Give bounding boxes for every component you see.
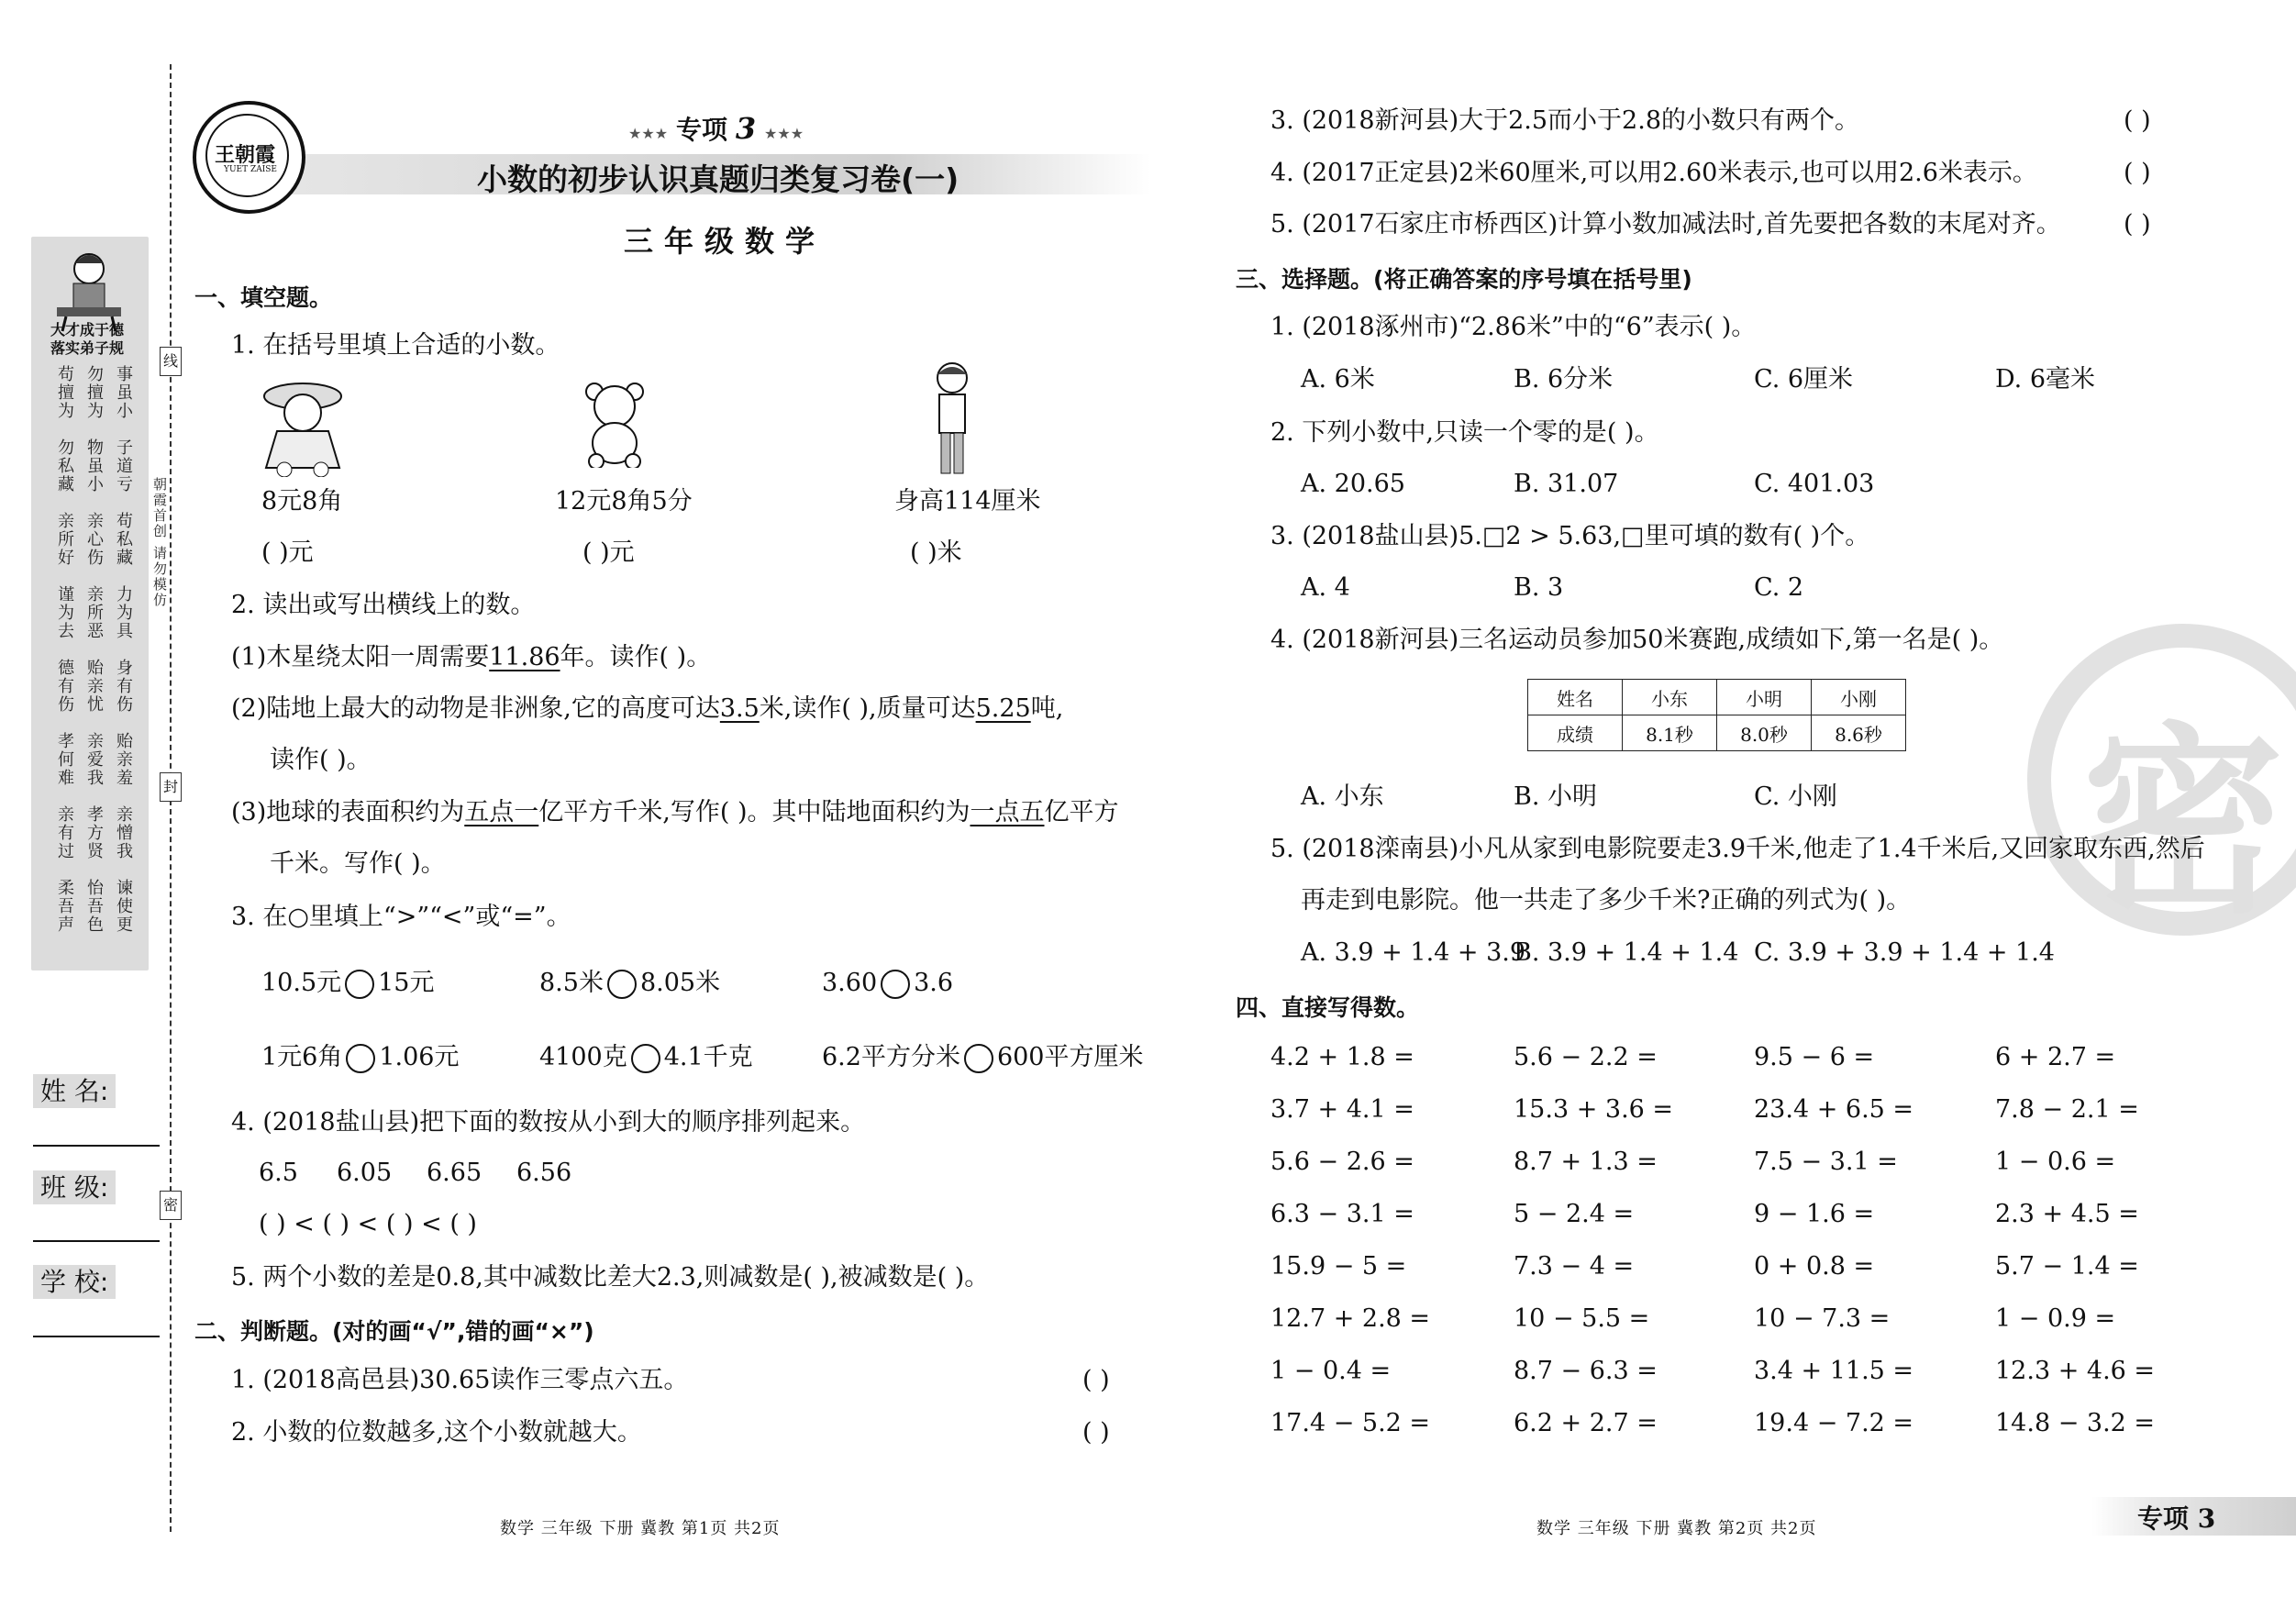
judge-item: 5. (2017石家庄市桥西区)计算小数加减法时,首先要把各数的末尾对齐。: [1270, 210, 2061, 238]
calc-item[interactable]: 12.7 + 2.8 =: [1270, 1304, 1431, 1333]
table-row: [1528, 680, 1906, 715]
calc-item[interactable]: 5 − 2.4 =: [1514, 1200, 1635, 1228]
calc-item[interactable]: 23.4 + 6.5 =: [1754, 1095, 1914, 1124]
table-cell: 8.0秒: [1717, 715, 1812, 751]
table-cell: 姓名: [1528, 680, 1623, 715]
compare-item: 3.60 3.6: [822, 969, 954, 997]
sidebar-poem: [48, 365, 139, 952]
poem-column: 贻亲羞: [114, 732, 133, 787]
q4-blanks[interactable]: ( ) < ( ) < ( ) < ( ): [259, 1210, 477, 1238]
answer-blank[interactable]: ( )元: [261, 538, 314, 567]
series-number: 3: [735, 111, 757, 146]
poem-column: 德有伤: [55, 659, 74, 714]
name-field-label: 姓 名:: [33, 1074, 116, 1108]
poem-column: 亲所好: [55, 512, 74, 567]
calc-item[interactable]: 5.6 − 2.6 =: [1270, 1148, 1414, 1176]
calc-item[interactable]: 6.3 − 3.1 =: [1270, 1200, 1414, 1228]
logo-subtext: YUET ZAISE: [224, 165, 278, 174]
calc-item[interactable]: 5.7 − 1.4 =: [1995, 1252, 2139, 1281]
q4-number: 6.5: [259, 1159, 298, 1187]
page-subtitle: 三年级数学: [624, 224, 826, 259]
compare-circle[interactable]: [607, 970, 637, 999]
calc-item[interactable]: 6 + 2.7 =: [1995, 1043, 2116, 1071]
poem-column: 怡吾色: [84, 879, 104, 934]
poem-column: 苟私藏: [114, 512, 133, 567]
q1-prompt: 1. 在括号里填上合适的小数。: [231, 331, 560, 360]
calc-item[interactable]: 3.4 + 11.5 =: [1754, 1357, 1914, 1385]
choice-question: 1. (2018涿州市)“2.86米”中的“6”表示( )。: [1270, 313, 1757, 341]
calc-item[interactable]: 9.5 − 6 =: [1754, 1043, 1875, 1071]
school-field-label: 学 校:: [33, 1265, 116, 1299]
q2-line-c2: 千米。写作( )。: [270, 849, 446, 878]
calc-item[interactable]: 7.8 − 2.1 =: [1995, 1095, 2139, 1124]
table-cell: 成绩: [1528, 715, 1623, 751]
calc-item[interactable]: 1 − 0.6 =: [1995, 1148, 2116, 1176]
calc-item[interactable]: 10 − 7.3 =: [1754, 1304, 1891, 1333]
calc-item[interactable]: 15.9 − 5 =: [1270, 1252, 1407, 1281]
calc-item[interactable]: 3.7 + 4.1 =: [1270, 1095, 1414, 1124]
q1-item-label: 8元8角: [261, 487, 343, 516]
calc-item[interactable]: 15.3 + 3.6 =: [1514, 1095, 1674, 1124]
choice-option: A. 20.65: [1301, 470, 1405, 498]
poem-column: 物虽小: [84, 438, 104, 494]
poem-column: 柔吾声: [55, 879, 74, 934]
poem-column: 亲有过: [55, 805, 74, 860]
choice-option: B. 3.9 + 1.4 + 1.4: [1514, 938, 1739, 967]
cut-mark: 封: [160, 772, 182, 802]
page-title: 小数的初步认识真题归类复习卷(一): [477, 161, 959, 197]
sidebar-motto: [37, 321, 138, 358]
table-cell: 小东: [1623, 680, 1717, 715]
choice-question: 再走到电影院。他一共走了多少千米?正确的列式为( )。: [1301, 886, 1912, 915]
table-cell: 小明: [1717, 680, 1812, 715]
brand-logo: [193, 101, 305, 214]
compare-circle[interactable]: [964, 1044, 993, 1073]
poem-column: 勿私藏: [55, 438, 74, 494]
poem-column: 孝方贤: [84, 805, 104, 860]
answer-blank[interactable]: ( )元: [582, 538, 635, 567]
poem-column: 亲心伤: [84, 512, 104, 567]
q2-line-a: (1)木星绕太阳一周需要11.86年。读作( )。: [231, 643, 712, 671]
stars-icon: ★★★: [764, 125, 804, 142]
judge-paren[interactable]: ( ): [2124, 159, 2151, 187]
series-text: 专项: [675, 115, 727, 145]
calc-item[interactable]: 7.3 − 4 =: [1514, 1252, 1635, 1281]
q2-prompt: 2. 读出或写出横线上的数。: [231, 591, 536, 619]
q1-item-label: 12元8角5分: [555, 487, 693, 516]
choice-option: D. 6毫米: [1995, 365, 2096, 394]
q4-number: 6.65: [427, 1159, 482, 1187]
table-cell: 小刚: [1812, 680, 1906, 715]
side-note: 朝霞首创 请勿模仿: [151, 477, 168, 608]
compare-circle[interactable]: [345, 970, 374, 999]
choice-option: C. 小刚: [1754, 782, 1837, 811]
choice-option: B. 小明: [1514, 782, 1598, 811]
choice-option: C. 401.03: [1754, 470, 1875, 498]
doll-icon: [257, 376, 349, 477]
choice-option: C. 2: [1754, 573, 1804, 602]
choice-question: 3. (2018盐山县)5.□2 > 5.63,□里可填的数有( )个。: [1270, 522, 1870, 550]
choice-option: A. 4: [1301, 573, 1350, 602]
choice-question: 5. (2018滦南县)小凡从家到电影院要走3.9千米,他走了1.4千米后,又回家取东西,然后: [1270, 835, 2205, 863]
table-cell: 8.1秒: [1623, 715, 1717, 751]
poem-column: 谏使更: [114, 879, 133, 934]
compare-item: 1元6角 1.06元: [261, 1043, 460, 1071]
motto-line: 大才成于德: [50, 321, 124, 338]
footer-tag: 专项 3: [2137, 1503, 2216, 1534]
compare-circle[interactable]: [881, 970, 910, 999]
compare-item: 8.5米 8.05米: [539, 969, 721, 997]
school-field[interactable]: [33, 1336, 160, 1337]
class-field[interactable]: [33, 1240, 160, 1242]
poem-column: 亲憎我: [114, 805, 133, 860]
choice-option: A. 6米: [1301, 365, 1375, 394]
compare-item: 6.2平方分米 600平方厘米: [822, 1043, 1144, 1071]
poem-column: 贻亲忧: [84, 659, 104, 714]
choice-option: A. 3.9 + 1.4 + 3.9: [1301, 938, 1526, 967]
q3-prompt: 3. 在○里填上“>”“<”或“=”。: [231, 903, 571, 931]
motto-line: 落实弟子规: [50, 339, 124, 357]
calc-item[interactable]: 14.8 − 3.2 =: [1995, 1409, 2156, 1437]
choice-question: 2. 下列小数中,只读一个零的是( )。: [1270, 418, 1659, 447]
logo-text: 王朝霞: [215, 143, 276, 167]
poem-column: 苟擅为: [55, 365, 74, 420]
q5-text: 5. 两个小数的差是0.8,其中减数比差大2.3,则减数是( ),被减数是( )。: [231, 1263, 990, 1292]
judge-paren[interactable]: ( ): [2124, 106, 2151, 135]
calc-item[interactable]: 1 − 0.9 =: [1995, 1304, 2116, 1333]
calc-item[interactable]: 2.3 + 4.5 =: [1995, 1200, 2139, 1228]
judge-item: 1. (2018高邑县)30.65读作三零点六五。: [231, 1366, 689, 1394]
choice-option: B. 31.07: [1514, 470, 1619, 498]
name-field[interactable]: [33, 1145, 160, 1147]
table-row: [1528, 715, 1906, 751]
judge-item: 4. (2017正定县)2米60厘米,可以用2.60米表示,也可以用2.6米表示。: [1270, 159, 2037, 187]
cut-mark: 密: [160, 1191, 182, 1220]
calc-item[interactable]: 4.2 + 1.8 =: [1270, 1043, 1414, 1071]
compare-circle[interactable]: [631, 1044, 660, 1073]
poem-column: 子道亏: [114, 438, 133, 494]
stamp-char: 密: [2082, 705, 2285, 940]
judge-paren[interactable]: ( ): [1082, 1418, 1110, 1447]
calc-item[interactable]: 17.4 − 5.2 =: [1270, 1409, 1431, 1437]
calc-item[interactable]: 8.7 − 6.3 =: [1514, 1357, 1658, 1385]
judge-paren[interactable]: ( ): [1082, 1366, 1110, 1394]
poem-column: 事虽小: [114, 365, 133, 420]
stars-icon: ★★★: [628, 125, 669, 142]
poem-column: 亲爱我: [84, 732, 104, 787]
calc-item[interactable]: 0 + 0.8 =: [1754, 1252, 1875, 1281]
section3-heading: 三、选择题。(将正确答案的序号填在括号里): [1236, 266, 1692, 293]
choice-option: B. 6分米: [1514, 365, 1614, 394]
poem-column: 勿擅为: [84, 365, 104, 420]
compare-item: 10.5元 15元: [261, 969, 435, 997]
judge-item: 2. 小数的位数越多,这个小数就越大。: [231, 1418, 642, 1447]
calc-item[interactable]: 6.2 + 2.7 =: [1514, 1409, 1658, 1437]
choice-option: B. 3: [1514, 573, 1564, 602]
q2-line-b2: 读作( )。: [270, 746, 372, 774]
answer-blank[interactable]: ( )米: [910, 538, 962, 567]
poem-column: 力为具: [114, 585, 133, 640]
q4-number: 6.56: [516, 1159, 572, 1187]
teddy-bear-icon: [578, 381, 651, 468]
calc-item[interactable]: 12.3 + 4.6 =: [1995, 1357, 2156, 1385]
footer-left: 数学 三年级 下册 冀教 第1页 共2页: [500, 1519, 781, 1538]
q1-item-label: 身高114厘米: [894, 487, 1041, 516]
series-label: [628, 110, 804, 147]
calc-item[interactable]: 1 − 0.4 =: [1270, 1357, 1392, 1385]
section1-heading: 一、填空题。: [194, 284, 333, 311]
choice-option: A. 小东: [1301, 782, 1384, 811]
calc-item[interactable]: 5.6 − 2.2 =: [1514, 1043, 1658, 1071]
table-cell: 8.6秒: [1812, 715, 1906, 751]
poem-column: 孝何难: [55, 732, 74, 787]
compare-circle[interactable]: [346, 1044, 375, 1073]
judge-item: 3. (2018新河县)大于2.5而小于2.8的小数只有两个。: [1270, 106, 1860, 135]
calc-item[interactable]: 19.4 − 7.2 =: [1754, 1409, 1914, 1437]
class-field-label: 班 级:: [33, 1170, 116, 1204]
compare-item: 4100克 4.1千克: [539, 1043, 753, 1071]
calc-item[interactable]: 9 − 1.6 =: [1754, 1200, 1875, 1228]
judge-paren[interactable]: ( ): [2124, 210, 2151, 238]
choice-option: C. 6厘米: [1754, 365, 1854, 394]
cut-mark: 线: [160, 347, 182, 376]
section2-heading: 二、判断题。(对的画“√”,错的画“×”): [194, 1318, 594, 1345]
calc-item[interactable]: 10 − 5.5 =: [1514, 1304, 1650, 1333]
choice-option: C. 3.9 + 3.9 + 1.4 + 1.4: [1754, 938, 2055, 967]
q2-line-c: (3)地球的表面积约为五点一亿平方千米,写作( )。其中陆地面积约为一点五亿平方: [231, 798, 1119, 826]
poem-column: 谨为去: [55, 585, 74, 640]
section4-heading: 四、直接写得数。: [1236, 994, 1420, 1021]
boy-icon: [925, 360, 980, 479]
q2-line-b: (2)陆地上最大的动物是非洲象,它的高度可达3.5米,读作( ),质量可达5.25吨,: [231, 694, 1064, 723]
poem-column: 亲所恶: [84, 585, 104, 640]
calc-item[interactable]: 8.7 + 1.3 =: [1514, 1148, 1658, 1176]
poem-column: 身有伤: [114, 659, 133, 714]
q4-prompt: 4. (2018盐山县)把下面的数按从小到大的顺序排列起来。: [231, 1108, 866, 1137]
footer-right: 数学 三年级 下册 冀教 第2页 共2页: [1536, 1519, 1817, 1538]
score-table: [1527, 679, 1906, 751]
q4-number: 6.05: [337, 1159, 393, 1187]
calc-item[interactable]: 7.5 − 3.1 =: [1754, 1148, 1898, 1176]
choice-question: 4. (2018新河县)三名运动员参加50米赛跑,成绩如下,第一名是( )。: [1270, 626, 2004, 654]
